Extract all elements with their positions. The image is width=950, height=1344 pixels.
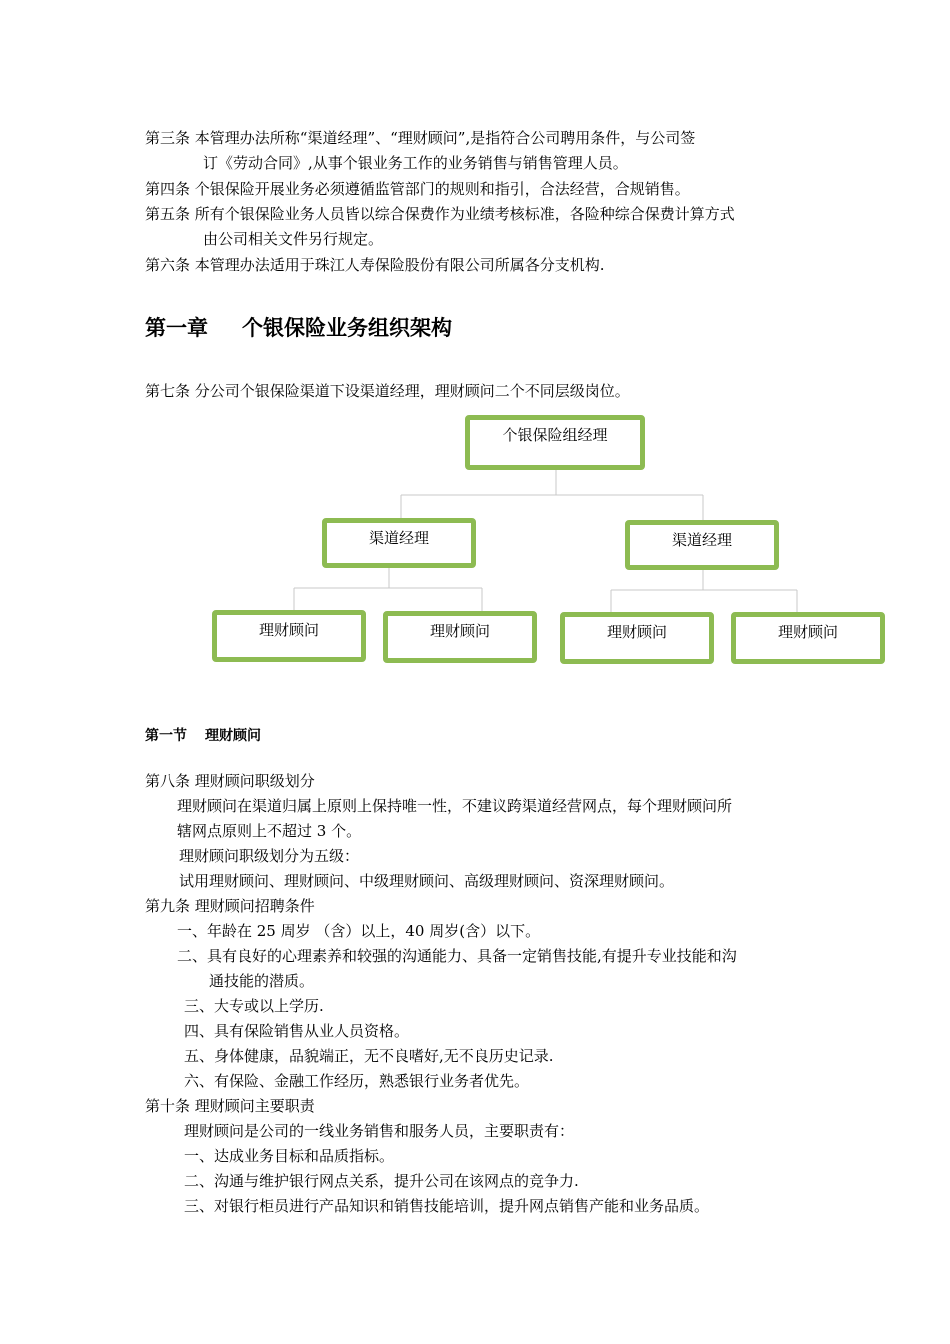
article-8-line: 试用理财顾问、理财顾问、中级理财顾问、高级理财顾问、资深理财顾问。 <box>179 872 675 890</box>
org-advisor-label: 理财顾问 <box>429 622 490 640</box>
org-advisor-label: 理财顾问 <box>258 621 319 639</box>
article-8-heading: 第八条 理财顾问职级划分 <box>145 772 315 790</box>
article-9-item: 三、大专或以上学历. <box>184 997 324 1015</box>
org-advisor-box-1 <box>212 610 366 662</box>
org-manager-box-1 <box>322 518 476 568</box>
section-number: 第一节 <box>145 728 187 744</box>
chapter-title: 个银保险业务组织架构 <box>242 316 452 340</box>
article-5-line-2: 由公司相关文件另行规定。 <box>203 230 384 248</box>
org-manager-label: 渠道经理 <box>671 531 732 549</box>
chapter-number: 第一章 <box>145 316 208 340</box>
article-9-heading: 第九条 理财顾问招聘条件 <box>145 897 315 915</box>
article-8-line: 理财顾问职级划分为五级： <box>179 847 360 865</box>
org-root-box <box>465 415 645 470</box>
article-10-line: 二、沟通与维护银行网点关系，提升公司在该网点的竞争力. <box>184 1172 579 1190</box>
article-8-line: 理财顾问在渠道归属上原则上保持唯一性，不建议跨渠道经营网点，每个理财顾问所 <box>177 797 733 815</box>
article-9-item: 四、具有保险销售从业人员资格。 <box>184 1022 410 1040</box>
article-9-item: 一、年龄在 25 周岁 （含）以上，40 周岁(含）以下。 <box>177 922 541 940</box>
article-9-item: 五、身体健康，品貌端正，无不良嗜好,无不良历史记录. <box>184 1047 554 1065</box>
article-10-line: 一、达成业务目标和品质指标。 <box>184 1147 395 1165</box>
org-manager-box-2 <box>625 520 779 570</box>
section-title: 理财顾问 <box>205 728 261 744</box>
org-manager-label: 渠道经理 <box>368 529 429 547</box>
org-advisor-box-2 <box>383 611 537 663</box>
article-4: 第四条 个银保险开展业务必须遵循监管部门的规则和指引，合法经营，合规销售。 <box>145 180 690 198</box>
article-8-line: 辖网点原则上不超过 3 个。 <box>177 822 362 840</box>
org-root-label: 个银保险组经理 <box>502 426 608 444</box>
article-3-line-2: 订《劳动合同》,从事个银业务工作的业务销售与销售管理人员。 <box>203 154 628 172</box>
section-heading <box>145 726 261 746</box>
article-9-item-cont: 通技能的潜质。 <box>209 972 315 990</box>
article-9-item: 六、有保险、金融工作经历，熟悉银行业务者优先。 <box>184 1072 530 1090</box>
article-10-heading: 第十条 理财顾问主要职责 <box>145 1097 315 1115</box>
article-5-line-1: 第五条 所有个银保险业务人员皆以综合保费作为业绩考核标准，各险种综合保费计算方式 <box>145 205 735 223</box>
article-6: 第六条 本管理办法适用于珠江人寿保险股份有限公司所属各分支机构. <box>145 256 605 274</box>
article-10-line: 三、对银行柜员进行产品知识和销售技能培训，提升网点销售产能和业务品质。 <box>184 1197 710 1215</box>
article-9-item: 二、具有良好的心理素养和较强的沟通能力、具备一定销售技能,有提升专业技能和沟 <box>177 947 737 965</box>
article-7: 第七条 分公司个银保险渠道下设渠道经理，理财顾问二个不同层级岗位。 <box>145 382 630 400</box>
org-advisor-box-3 <box>560 612 714 664</box>
article-10-line: 理财顾问是公司的一线业务销售和服务人员，主要职责有： <box>184 1122 575 1140</box>
article-3-line-1: 第三条 本管理办法所称“渠道经理”、“理财顾问”,是指符合公司聘用条件，与公司签 <box>145 129 696 147</box>
org-advisor-label: 理财顾问 <box>777 623 838 641</box>
org-advisor-label: 理财顾问 <box>606 623 667 641</box>
org-advisor-box-4 <box>731 612 885 664</box>
